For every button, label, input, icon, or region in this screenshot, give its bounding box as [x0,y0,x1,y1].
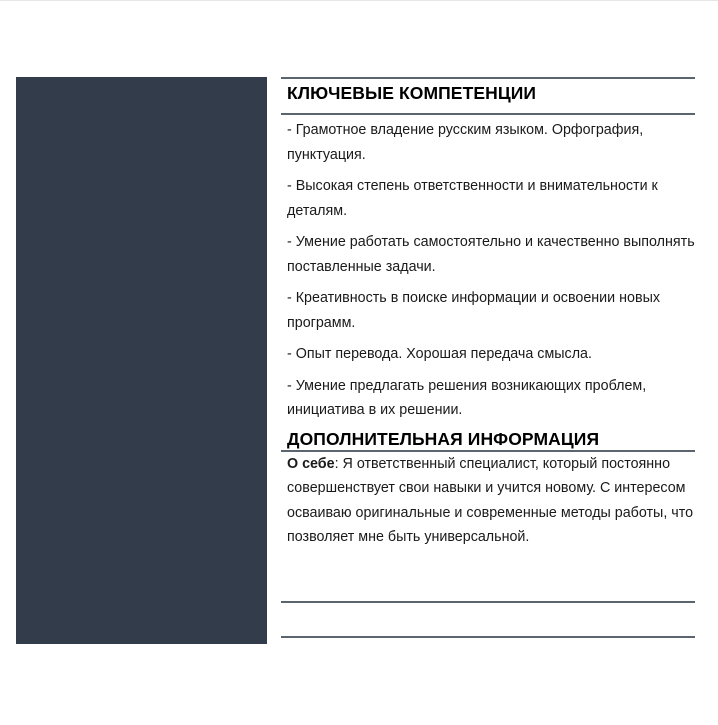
sidebar-panel [16,77,267,644]
additional-info-heading: ДОПОЛНИТЕЛЬНАЯ ИНФОРМАЦИЯ [287,428,600,449]
competency-item: - Креативность в поиске информации и освоении новых программ. [287,290,660,331]
top-divider [0,0,718,1]
bottom-divider-2 [281,636,695,638]
competency-item: - Высокая степень ответственности и внимательности к деталям. [287,178,658,219]
competencies-list [281,115,695,423]
about-paragraph [281,452,695,550]
competency-item: - Умение предлагать решения возникающих проблем, инициатива в их решении. [287,377,647,418]
competency-item: - Опыт перевода. Хорошая передача смысла. [287,346,592,362]
competencies-heading: КЛЮЧЕВЫЕ КОМПЕТЕНЦИИ [287,83,537,103]
competency-item: - Грамотное владение русским языком. Орфография, пунктуация. [287,122,644,163]
about-label: О себе [287,455,335,472]
competency-item: - Умение работать самостоятельно и качественно выполнять поставленные задачи. [287,234,695,275]
about-text: : Я ответственный специалист, который постоянно совершенствует свои навыки и учится новому. С интересом осваиваю оригинальные и современные методы работы, что позволяет мне быть универсальной. [287,455,694,545]
main-content [281,77,695,550]
bottom-divider-1 [281,601,695,603]
